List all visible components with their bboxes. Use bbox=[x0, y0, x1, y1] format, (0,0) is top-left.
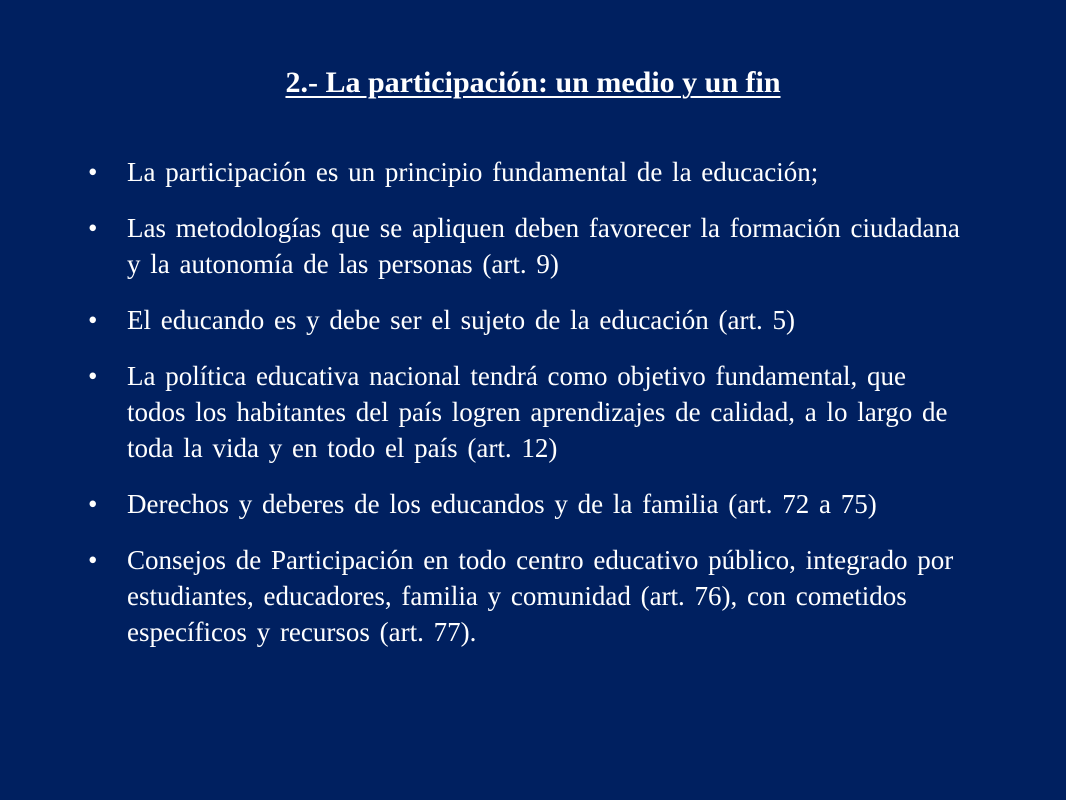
bullet-dot-icon: • bbox=[88, 361, 98, 391]
bullet-dot-icon: • bbox=[88, 157, 98, 187]
list-item bbox=[0, 302, 1066, 338]
bullet-text: El educando es y debe ser el sujeto de la educación (art. 5) bbox=[127, 305, 795, 335]
bullet-text: La política educativa nacional tendrá como objetivo fundamental, que todos los habitantes del país logren aprendizajes de calidad, a lo largo de toda la vida y en todo el país (art. 12) bbox=[127, 361, 948, 463]
bullet-text: Derechos y deberes de los educandos y de la familia (art. 72 a 75) bbox=[127, 489, 877, 519]
bullet-dot-icon: • bbox=[88, 489, 98, 519]
bullet-dot-icon: • bbox=[88, 545, 98, 575]
bullet-dot-icon: • bbox=[88, 213, 98, 243]
bullet-dot-icon: • bbox=[88, 305, 98, 335]
list-item bbox=[0, 358, 1066, 466]
slide-title: 2.- La participación: un medio y un fin bbox=[285, 66, 781, 99]
list-item bbox=[0, 210, 1066, 282]
bullet-text: Consejos de Participación en todo centro educativo público, integrado por estudiantes, educadores, familia y comunidad (art. 76), con cometidos específicos y recursos (art. 77). bbox=[127, 545, 954, 647]
list-item bbox=[0, 542, 1066, 650]
bullet-text: Las metodologías que se apliquen deben favorecer la formación ciudadana y la autonomía de las personas (art. 9) bbox=[127, 213, 960, 279]
list-item bbox=[0, 486, 1066, 522]
list-item bbox=[0, 154, 1066, 190]
bullet-list bbox=[0, 154, 1066, 650]
bullet-text: La participación es un principio fundamental de la educación; bbox=[127, 157, 819, 187]
